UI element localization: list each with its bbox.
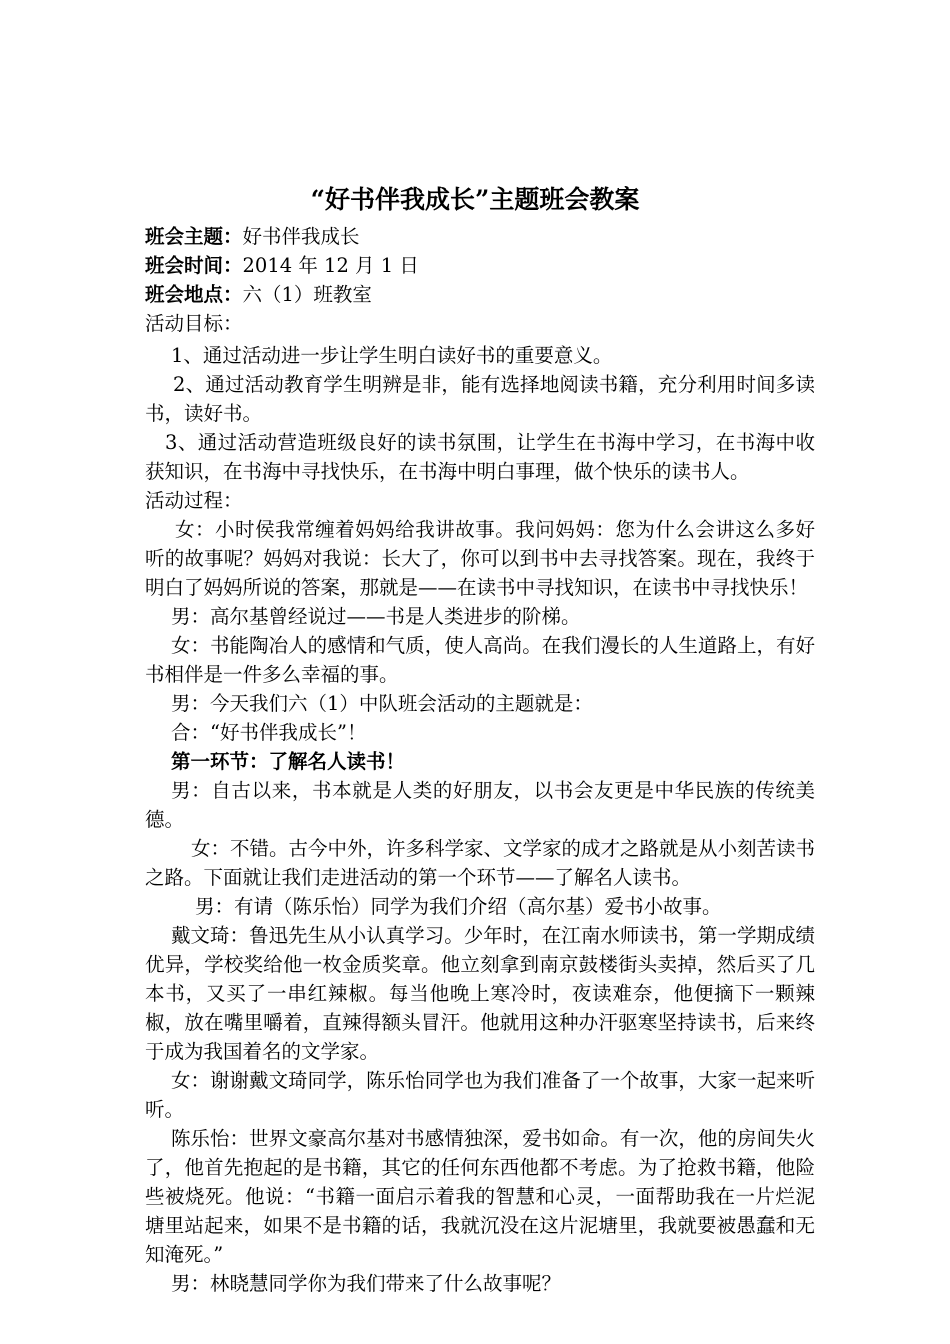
meta-place-value: 六（1）班教室	[242, 283, 372, 306]
meta-place	[145, 280, 815, 309]
meta-block	[145, 222, 815, 338]
goal-item-3: 3、通过活动营造班级良好的读书氛围，让学生在书海中学习，在书海中收获知识，在书海中寻找快乐，在书海中明白事理，做个快乐的读书人。	[145, 431, 815, 483]
paragraph: 女：不错。古今中外，许多科学家、文学家的成才之路就是从小刻苦读书之路。下面就让我们走进活动的第一个环节——了解名人读书。	[145, 837, 816, 889]
document-body	[145, 341, 815, 1298]
paragraph: 男：高尔基曾经说过——书是人类进步的阶梯。	[171, 605, 581, 628]
paragraph: 男：林晓慧同学你为我们带来了什么故事呢？	[171, 1272, 562, 1295]
paragraph: 女：书能陶冶人的感情和气质，使人高尚。在我们漫长的人生道路上，有好书相伴是一件多么幸福的事。	[145, 634, 815, 686]
meta-time	[145, 251, 815, 280]
meta-theme-label: 班会主题：	[145, 225, 243, 248]
paragraph: 男：有请（陈乐怡）同学为我们介绍（高尔基）爱书小故事。	[195, 895, 722, 918]
meta-place-label: 班会地点：	[145, 283, 243, 306]
paragraph: 男：自古以来，书本就是人类的好朋友，以书会友更是中华民族的传统美德。	[145, 779, 815, 831]
paragraph: 合：“好书伴我成长”！	[171, 721, 367, 744]
meta-theme-value: 好书伴我成长	[242, 225, 360, 248]
meta-time-label: 班会时间：	[145, 254, 243, 277]
paragraph: 女：谢谢戴文琦同学，陈乐怡同学也为我们准备了一个故事，大家一起来听听。	[145, 1069, 815, 1121]
goal-item-2: 2、通过活动教育学生明辨是非，能有选择地阅读书籍，充分利用时间多读书，读好书。	[145, 373, 815, 425]
paragraph: 陈乐怡：世界文豪高尔基对书感情独深，爱书如命。有一次，他的房间失火了，他首先抱起的是书籍，其它的任何东西他都不考虑。为了抢救书籍，他险些被烧死。他说：“书籍一面启示着我的智慧和心灵，一面帮助我在一片烂泥塘里站起来，如果不是书籍的话，我就沉没在这片泥塘里，我就要被愚蠢和无知淹死。”	[145, 1127, 815, 1266]
meta-time-value: 2014 年 12 月 1 日	[242, 254, 419, 277]
paragraph: 女：小时侯我常缠着妈妈给我讲故事。我问妈妈：您为什么会讲这么多好听的故事呢？妈妈对我说：长大了，你可以到书中去寻找答案。现在，我终于明白了妈妈所说的答案，那就是——在读书中寻找知识，在读书中寻找快乐！	[145, 518, 815, 599]
meta-theme	[145, 222, 815, 251]
paragraph: 戴文琦：鲁迅先生从小认真学习。少年时，在江南水师读书，第一学期成绩优异，学校奖给他一枚金质奖章。他立刻拿到南京鼓楼街头卖掉，然后买了几本书，又买了一串红辣椒。每当他晚上寒冷时，夜读难奈，他便摘下一颗辣椒，放在嘴里嚼着，直辣得额头冒汗。他就用这种办汗驱寒坚持读书，后来终于成为我国着名的文学家。	[145, 924, 815, 1063]
paragraph: 男：今天我们六（1）中队班会活动的主题就是：	[171, 692, 593, 715]
section-heading: 第一环节：了解名人读书！	[171, 750, 406, 773]
process-label: 活动过程：	[145, 489, 243, 512]
document-title: “好书伴我成长”主题班会教案	[310, 185, 640, 214]
meta-goal-label: 活动目标：	[145, 312, 243, 335]
goal-item-1: 1、通过活动进一步让学生明白读好书的重要意义。	[171, 344, 613, 367]
